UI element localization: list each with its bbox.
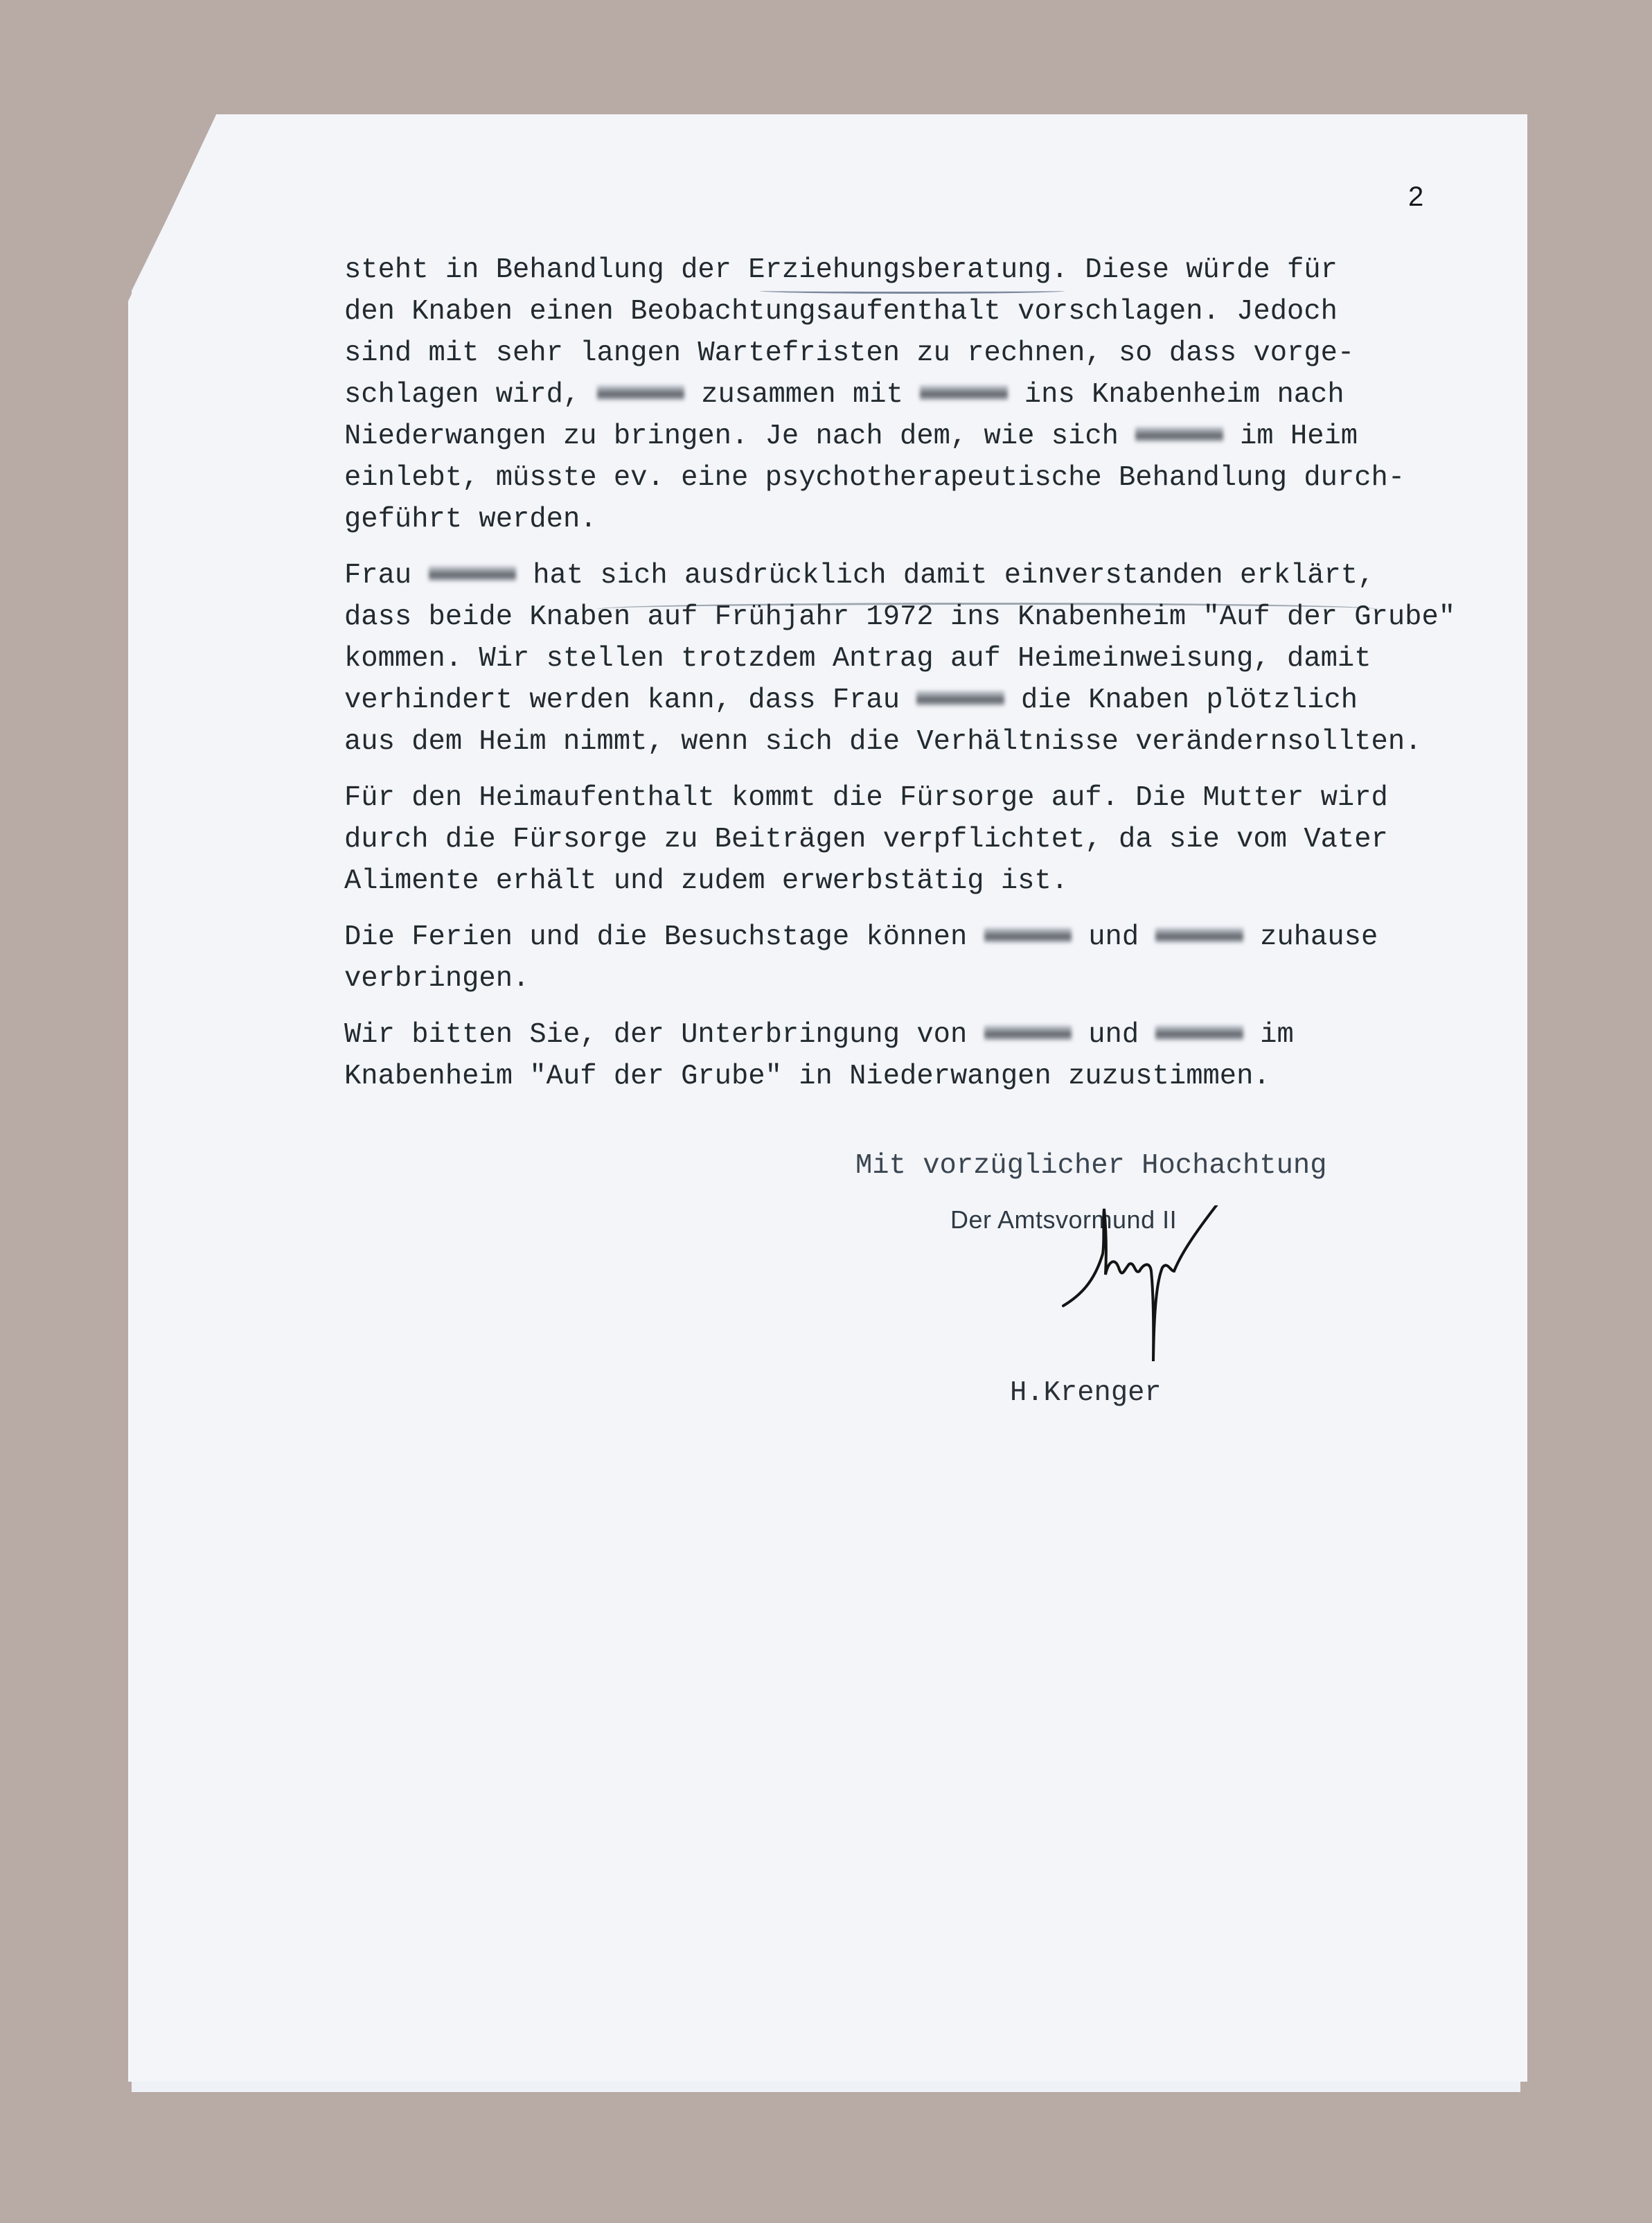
- text-segment: verbringen.: [344, 963, 530, 995]
- text-line: [344, 819, 1536, 860]
- text-segment: sind mit sehr langen Wartefristen zu rechnen, so dass vorge-: [344, 337, 1355, 369]
- text-segment: Niederwangen zu bringen. Je nach dem, wie sich: [344, 420, 1136, 452]
- text-line: [344, 291, 1536, 333]
- redacted-name: [916, 691, 1004, 706]
- redacted-name: [1155, 928, 1243, 943]
- text-line: [344, 374, 1536, 416]
- text-line: [344, 860, 1536, 902]
- text-segment: und: [1071, 921, 1156, 953]
- paragraph: [344, 1014, 1536, 1097]
- text-line: [344, 457, 1536, 499]
- signer-name: H.Krenger: [1010, 1377, 1162, 1409]
- text-segment: im: [1243, 1019, 1294, 1051]
- handwritten-signature: [1053, 1205, 1240, 1365]
- text-line: [344, 416, 1536, 457]
- paragraph: [344, 777, 1536, 902]
- text-segment: Für den Heimaufenthalt kommt die Fürsorge auf. Die Mutter wird: [344, 782, 1388, 814]
- text-segment: kommen. Wir stellen trotzdem Antrag auf Heimeinweisung, damit: [344, 643, 1371, 675]
- text-segment: einlebt, müsste ev. eine psychotherapeutische Behandlung durch-: [344, 462, 1405, 494]
- redacted-name: [1155, 1025, 1243, 1040]
- office-stamp: Der Amtsvormund II: [950, 1205, 1178, 1234]
- redacted-name: [597, 385, 684, 400]
- text-line: [344, 1014, 1536, 1056]
- text-segment: im Heim: [1223, 420, 1358, 452]
- redacted-name: [1135, 427, 1223, 442]
- text-segment: aus dem Heim nimmt, wenn sich die Verhältnisse verändernsollten.: [344, 726, 1422, 758]
- text-segment: und: [1071, 1019, 1156, 1051]
- text-segment: dass beide Knaben auf Frühjahr 1972 ins Knabenheim "Auf der Grube": [344, 601, 1456, 633]
- closing-salutation: Mit vorzüglicher Hochachtung: [855, 1150, 1327, 1182]
- text-line: [344, 777, 1536, 819]
- letter-body: [344, 249, 1536, 1112]
- redacted-name: [984, 1025, 1072, 1040]
- text-segment: zusammen mit: [684, 379, 921, 411]
- text-segment: Frau: [344, 560, 429, 592]
- text-segment: die Knaben plötzlich: [1004, 684, 1358, 716]
- redacted-name: [429, 566, 516, 581]
- text-segment: Alimente erhält und zudem erwerbstätig ist.: [344, 865, 1069, 897]
- text-segment: Wir bitten Sie, der Unterbringung von: [344, 1019, 984, 1051]
- text-segment: hat sich ausdrücklich damit einverstanden erklärt,: [515, 560, 1375, 592]
- paragraph: [344, 249, 1536, 540]
- page-number: 2: [1408, 181, 1424, 212]
- text-segment: steht in Behandlung der Erziehungsberatung. Diese würde für: [344, 254, 1338, 286]
- text-line: [344, 249, 1536, 291]
- text-line: [344, 555, 1536, 596]
- text-segment: ins Knabenheim nach: [1007, 379, 1344, 411]
- text-line: [344, 958, 1536, 1000]
- text-segment: schlagen wird,: [344, 379, 597, 411]
- text-segment: Knabenheim "Auf der Grube" in Niederwangen zuzustimmen.: [344, 1061, 1270, 1092]
- text-line: [344, 596, 1536, 638]
- text-line: [344, 1056, 1536, 1097]
- text-segment: Die Ferien und die Besuchstage können: [344, 921, 984, 953]
- text-line: [344, 499, 1536, 540]
- text-line: [344, 721, 1536, 763]
- paragraph: [344, 916, 1536, 1000]
- text-line: [344, 680, 1536, 721]
- text-segment: durch die Fürsorge zu Beiträgen verpflichtet, da sie vom Vater: [344, 824, 1388, 856]
- text-segment: den Knaben einen Beobachtungsaufenthalt vorschlagen. Jedoch: [344, 296, 1338, 328]
- text-line: [344, 638, 1536, 680]
- text-line: [344, 333, 1536, 374]
- text-segment: verhindert werden kann, dass Frau: [344, 684, 917, 716]
- text-line: [344, 916, 1536, 958]
- redacted-name: [920, 385, 1007, 400]
- text-segment: geführt werden.: [344, 504, 597, 535]
- text-segment: zuhause: [1243, 921, 1378, 953]
- paragraph: [344, 555, 1536, 763]
- redacted-name: [984, 928, 1072, 943]
